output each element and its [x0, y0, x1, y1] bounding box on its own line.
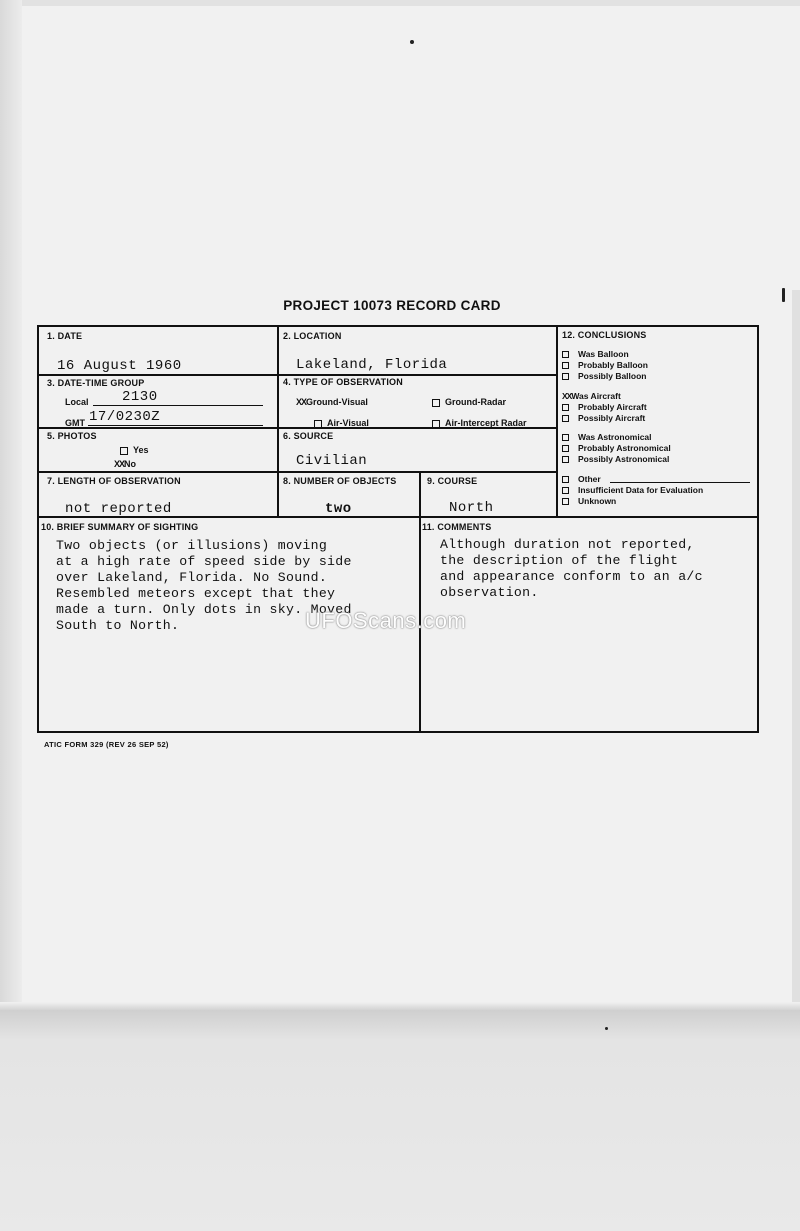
card-title: PROJECT 10073 RECORD CARD	[283, 298, 501, 313]
summary-line: over Lakeland, Florida. No Sound.	[56, 570, 328, 585]
gmt-time-value: 17/0230Z	[89, 409, 161, 425]
option-air-visual: Air-Visual	[314, 418, 369, 428]
option-photos-no: XXNo	[114, 459, 137, 469]
conclusion-other: Other	[562, 474, 601, 485]
local-label: Local	[65, 397, 89, 407]
conclusion-unknown: Unknown	[562, 496, 616, 507]
scan-right-edge	[792, 290, 800, 1050]
comments-line: Although duration not reported,	[440, 537, 695, 552]
checkbox-icon	[562, 362, 569, 369]
comments-label: 11. COMMENTS	[422, 522, 492, 532]
location-label: 2. LOCATION	[283, 331, 342, 341]
checkbox-icon	[432, 399, 440, 407]
checked-mark: XX	[114, 459, 125, 469]
checkbox-icon	[432, 420, 440, 428]
conclusion-was-astronomical: Was Astronomical	[562, 432, 652, 443]
checkbox-icon	[562, 415, 569, 422]
date-label: 1. DATE	[47, 331, 83, 341]
conclusion-possibly-astronomical: Possibly Astronomical	[562, 454, 669, 465]
underlying-sheet	[0, 1010, 800, 1231]
checked-mark: XX	[296, 397, 307, 407]
option-photos-yes: Yes	[120, 445, 149, 455]
checkbox-icon	[562, 487, 569, 494]
comments-line: and appearance conform to an a/c	[440, 569, 703, 584]
comments-text	[440, 537, 703, 601]
gmt-label: GMT	[65, 418, 85, 428]
conclusion-was-aircraft: XXWas Aircraft	[562, 391, 621, 401]
dtg-label: 3. DATE-TIME GROUP	[47, 378, 145, 388]
photos-label: 5. PHOTOS	[47, 431, 97, 441]
divider	[556, 326, 558, 516]
gmt-underline	[88, 425, 263, 426]
divider	[38, 471, 556, 473]
comments-line: the description of the flight	[440, 553, 679, 568]
option-ground-radar: Ground-Radar	[432, 397, 506, 407]
checkbox-icon	[562, 456, 569, 463]
checkbox-icon	[562, 445, 569, 452]
summary-line: made a turn. Only dots in sky. Moved	[56, 602, 352, 617]
summary-label: 10. BRIEF SUMMARY OF SIGHTING	[41, 522, 199, 532]
summary-line: Two objects (or illusions) moving	[56, 538, 328, 553]
source-value: Civilian	[296, 453, 368, 469]
divider	[38, 374, 556, 376]
scan-left-edge	[0, 0, 22, 1040]
checkbox-icon	[314, 420, 322, 428]
conclusion-was-balloon: Was Balloon	[562, 349, 629, 360]
scan-speck	[605, 1027, 608, 1030]
watermark: UFOScans.com	[305, 608, 467, 633]
checkbox-icon	[562, 476, 569, 483]
scan-top-edge	[0, 0, 800, 6]
option-air-intercept-radar: Air-Intercept Radar	[432, 418, 527, 428]
source-label: 6. SOURCE	[283, 431, 334, 441]
objects-label: 8. NUMBER OF OBJECTS	[283, 476, 397, 486]
comments-line: observation.	[440, 585, 539, 600]
summary-line: Resembled meteors except that they	[56, 586, 336, 601]
checkbox-icon	[562, 404, 569, 411]
conclusion-probably-balloon: Probably Balloon	[562, 360, 648, 371]
option-ground-visual: XXGround-Visual	[296, 397, 368, 407]
divider	[277, 326, 279, 516]
conclusion-probably-astronomical: Probably Astronomical	[562, 443, 671, 454]
local-time-value: 2130	[122, 389, 158, 405]
location-value: Lakeland, Florida	[296, 357, 448, 373]
conclusion-possibly-aircraft: Possibly Aircraft	[562, 413, 645, 424]
date-value: 16 August 1960	[57, 358, 182, 374]
checkbox-icon	[562, 351, 569, 358]
checked-mark: XX	[562, 391, 572, 401]
checkbox-icon	[562, 498, 569, 505]
objects-value: two	[325, 501, 352, 517]
conclusions-label: 12. CONCLUSIONS	[562, 330, 647, 340]
summary-line: at a high rate of speed side by side	[56, 554, 352, 569]
divider	[419, 472, 421, 732]
form-identifier: ATIC FORM 329 (REV 26 SEP 52)	[44, 740, 169, 749]
scan-speck	[410, 40, 414, 44]
observation-type-label: 4. TYPE OF OBSERVATION	[283, 377, 403, 387]
course-label: 9. COURSE	[427, 476, 478, 486]
length-value: not reported	[65, 501, 172, 517]
summary-line: South to North.	[56, 618, 180, 633]
local-underline	[93, 405, 263, 406]
checkbox-icon	[120, 447, 128, 455]
conclusion-probably-aircraft: Probably Aircraft	[562, 402, 647, 413]
other-underline	[610, 482, 750, 483]
checkbox-icon	[562, 373, 569, 380]
course-value: North	[449, 500, 494, 516]
conclusion-possibly-balloon: Possibly Balloon	[562, 371, 647, 382]
length-label: 7. LENGTH OF OBSERVATION	[47, 476, 181, 486]
conclusion-insufficient-data: Insufficient Data for Evaluation	[562, 485, 703, 496]
checkbox-icon	[562, 434, 569, 441]
